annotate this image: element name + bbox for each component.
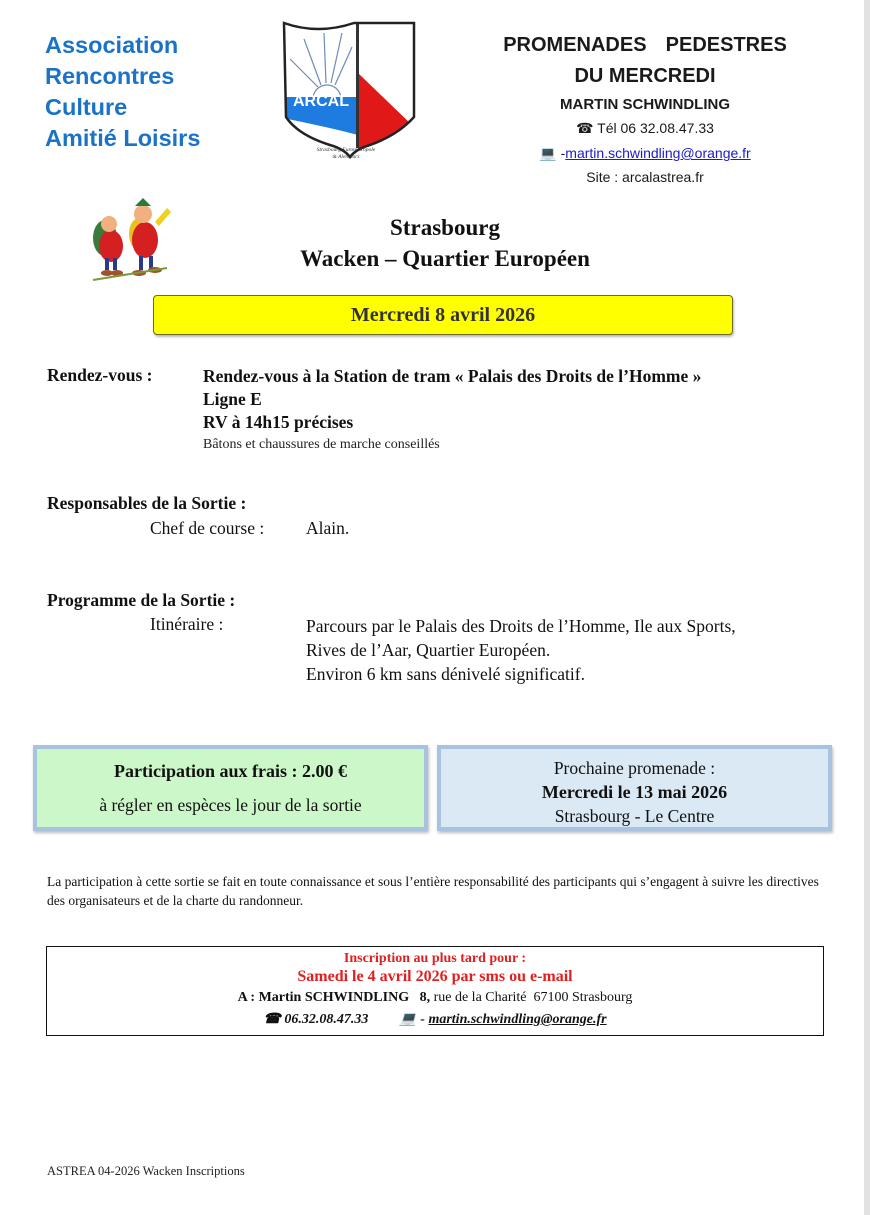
promo-header [480,30,810,189]
event-city: Strasbourg [390,215,500,240]
contact-name: MARTIN SCHWINDLING [560,96,730,113]
document-footer: ASTREA 04-2026 Wacken Inscriptions [47,1164,245,1178]
arcal-logo [278,17,416,167]
contact-phone-row [480,116,810,141]
phone-icon: ☎ [263,1012,281,1027]
fee-box [33,745,428,831]
computer-icon: 💻 [399,1012,417,1027]
rendezvous-line: RV à 14h15 précises [203,412,354,432]
rendezvous-details [203,365,701,456]
inscription-recipient: A : Martin SCHWINDLING [237,990,410,1005]
association-line: Rencontres [45,63,175,89]
inscription-address-number: 8, [419,990,431,1005]
inscription-address-street: rue de la Charité 67100 Strasbourg [430,990,633,1005]
association-line: Amitié Loisirs [45,125,201,151]
computer-icon: 💻 [539,145,557,161]
rendezvous-note: Bâtons et chaussures de marche conseillés [203,437,440,452]
logo-caption-line: & Alentours [332,154,360,160]
inscription-box [46,946,824,1036]
inscription-email-link[interactable]: martin.schwindling@orange.fr [428,1012,607,1027]
association-line: Association [45,32,179,58]
disclaimer-text: La participation à cette sortie se fait en toute connaissance et sous l’entière responsabilité des participants qui s’engagent à suivre les directives des organisateurs et de la charte du randonneur. [47,874,819,908]
inscription-email-prefix: - [420,1012,429,1027]
next-walk-box [437,745,832,831]
rendezvous-line: Rendez-vous à la Station de tram « Palais des Droits de l’Homme » [203,366,702,386]
itinerary-details [306,614,736,686]
event-date-banner: Mercredi 8 avril 2026 [153,295,733,335]
association-name [45,30,200,154]
rendezvous-label: Rendez-vous : [47,365,153,385]
contact-email-row [480,141,810,165]
association-line: Culture [45,94,128,120]
logo-label: ARCAL [293,93,349,110]
inscription-phone: 06.32.08.47.33 [284,1012,369,1027]
inscription-deadline-label: Inscription au plus tard pour : [343,951,527,966]
itinerary-line: Parcours par le Palais des Droits de l’Homme, Ile aux Sports, [306,616,736,636]
inscription-contacts [47,1009,823,1031]
site-text: Site : arcalastrea.fr [586,169,704,185]
next-walk-place: Strasbourg - Le Centre [554,806,715,826]
itinerary-label: Itinéraire : [150,614,224,634]
phone-icon: ☎ [576,120,594,136]
next-walk-title: Prochaine promenade : [553,758,716,778]
contact-email-link[interactable]: martin.schwindling@orange.fr [565,145,751,161]
chef-label: Chef de course : [150,518,265,538]
inscription-address [47,987,823,1009]
inscription-deadline: Samedi le 4 avril 2026 par sms ou e-mail [297,968,573,985]
next-walk-date: Mercredi le 13 mai 2026 [541,782,728,802]
responsables-title: Responsables de la Sortie : [47,493,247,513]
event-title [200,212,690,274]
programme-title: Programme de la Sortie : [47,590,236,610]
itinerary-line: Environ 6 km sans dénivelé significatif. [306,664,585,684]
chef-value: Alain. [306,518,350,538]
fee-title: Participation aux frais : 2.00 € [114,761,347,781]
rendezvous-line: Ligne E [203,389,262,409]
logo-caption-line: Strasbourg Eurométropole [316,147,376,153]
page-edge-strip [864,0,870,1215]
fee-subtitle: à régler en espèces le jour de la sortie [99,795,362,815]
hikers-mascot-image [83,194,175,286]
promo-title-line1: PROMENADES PEDESTRES [503,34,787,56]
email-prefix: - [560,145,566,161]
contact-phone: Tél 06 32.08.47.33 [597,120,714,136]
event-area: Wacken – Quartier Européen [300,246,590,271]
promo-title-line2: DU MERCREDI [574,65,716,87]
logo-caption [296,147,396,161]
itinerary-line: Rives de l’Aar, Quartier Européen. [306,640,551,660]
